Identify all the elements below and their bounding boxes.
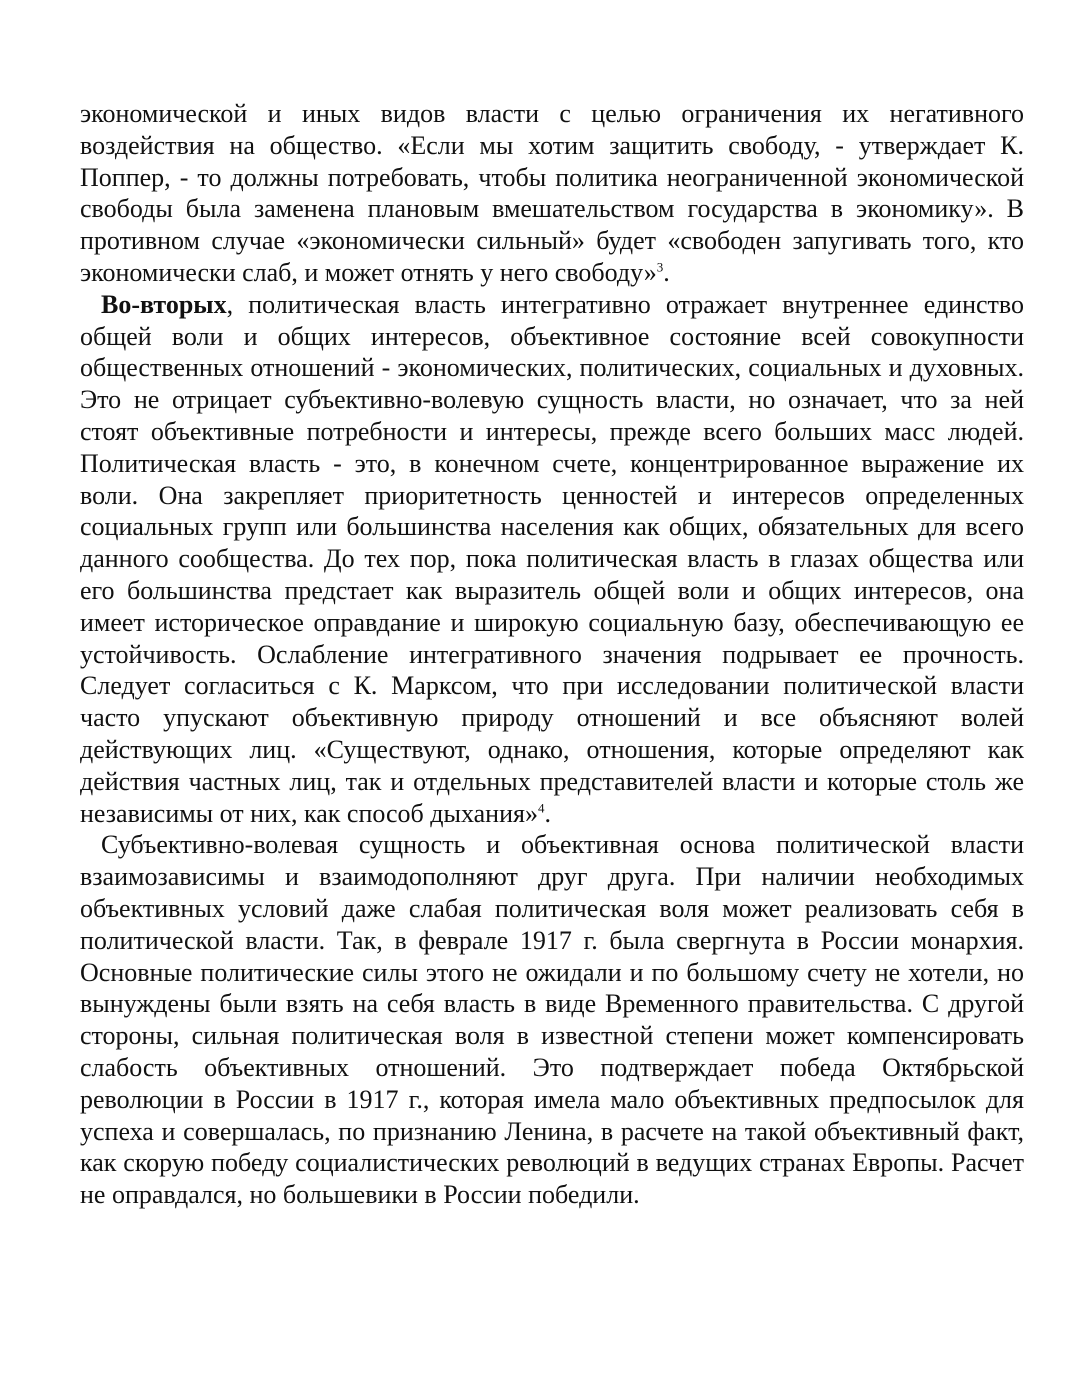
paragraph-tail: . — [663, 257, 670, 287]
paragraph-continuation — [80, 98, 1024, 289]
paragraph-text: , политическая власть интегративно отражает внутреннее единство общей воли и общих интересов, объективное состояние всей совокупности общественных отношений - экономических, политических, социальных и духовных. Это не отрицает субъективно-волевую сущность власти, но означает, что за ней стоят объективные потребности и интересы, прежде всего больших масс людей. Политическая власть - это, в конечном счете, концентрированное выражение их воли. Она закрепляет приоритетность ценностей и интересов определенных социальных групп или большинства населения как общих, обязательных для всего данного сообщества. До тех пор, пока политическая власть в глазах общества или его большинства предстает как выразитель общей воли и общих интересов, она имеет историческое оправдание и широкую социальную базу, обеспечивающую ее устойчивость. Ослабление интегративного значения подрывает ее прочность. Следует согласиться с К. Марксом, что при исследовании политической власти часто упускают объективную природу отношений и все объясняют волей действующих лиц. «Существуют, однако, отношения, которые определяют как действия частных лиц, так и отдельных представителей власти и которые столь же независимы от них, как способ дыхания» — [80, 289, 1024, 828]
document-page — [80, 98, 1024, 1211]
footnote-marker: 3 — [656, 259, 664, 275]
paragraph-lead-word: Во-вторых — [101, 289, 227, 319]
paragraph-text: Субъективно-волевая сущность и объективная основа политической власти взаимозависимы и взаимодополняют друг друга. При наличии необходимых объективных условий даже слабая политическая воля может реализовать себя в политической власти. Так, в феврале 1917 г. была свергнута в России монархия. Основные политические силы этого не ожидали и по большому счету не хотели, но вынуждены были взять на себя власть в виде Временного правительства. С другой стороны, сильная политическая воля в известной степени может компенсировать слабость объективных отношений. Это подтверждает победа Октябрьской революции в России в 1917 г., которая имела мало объективных предпосылок для успеха и совершалась, по признанию Ленина, в расчете на такой объективный факт, как скорую победу социалистических революций в ведущих странах Европы. Расчет не оправдался, но большевики в России победили. — [80, 830, 1024, 1210]
paragraph-tail: . — [544, 798, 551, 828]
paragraph-text: экономической и иных видов власти с целью ограничения их негативного воздействия на общество. «Если мы хотим защитить свободу, - утверждает К. Поппер, - то должны потребовать, чтобы политика неограниченной экономической свободы была заменена плановым вмешательством государства в экономику». В противном случае «экономически сильный» будет «свободен запугивать того, кто экономически слаб, и может отнять у него свободу» — [80, 99, 1024, 287]
paragraph-secondly — [80, 289, 1024, 830]
paragraph-subjective-objective — [80, 829, 1024, 1211]
footnote-marker: 4 — [537, 799, 545, 815]
